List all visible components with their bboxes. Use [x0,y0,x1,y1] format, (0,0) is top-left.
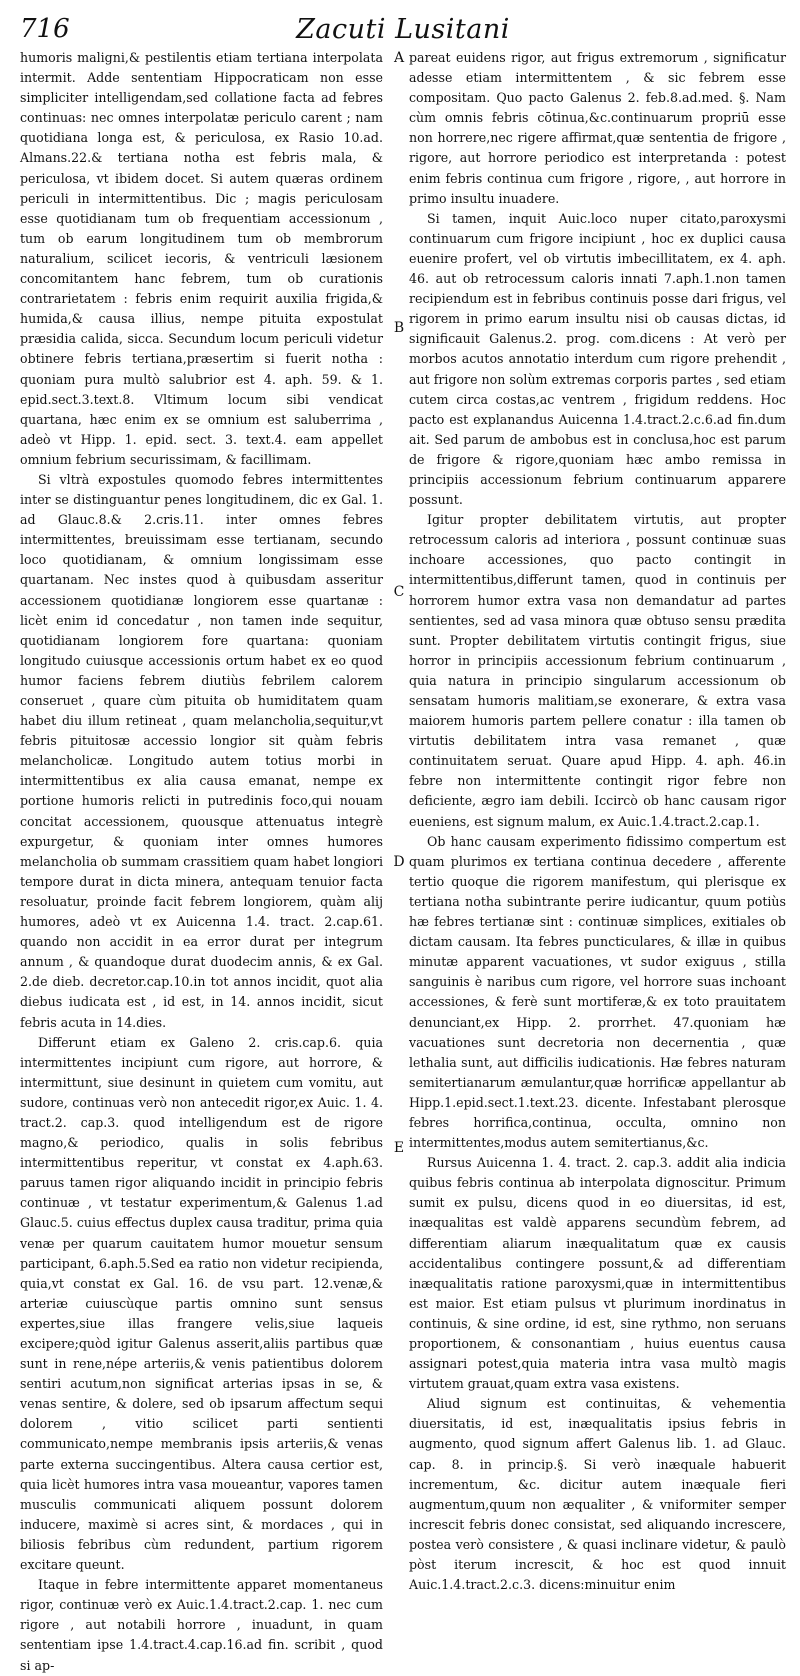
paragraph: Aliud signum est continuitas, & vehementia diuersitatis, id est, inæqualitatis ipsius febris in augmento, quod signum affert Galenus lib. 1. ad Glauc. cap. 8. in princip.§. Si verò inæquale habuerit incrementum, &c. dicitur autem inæquale fieri augmentum,quum non æqualiter , & vniformiter semper increscit febris donec consistat, sed aliquando increscere, postea verò consistere , & quasi inclinare videtur, & paulò pòst iterum increscit, & hoc est quod innuit Auic.1.4.tract.2.c.3. dicens:minuitur enim [409,1396,786,1593]
margin-letter: A [393,50,405,66]
paragraph: pareat euidens rigor, aut frigus extremorum , significatur adesse etiam intermittentem , & sic febrem esse compositam. Quo pacto Galenus 2. feb.8.ad.med. §. Nam cùm omnis febris cōtinua,&c.continuarum propriū esse non horrere,nec rigere affirmat,quæ sententia de frigore , rigore, aut horrore periodico est interpretanda : potest enim febris continua cum frigore , rigore, , aut horrore in primo insultu inuadere. [409,50,786,206]
margin-letter: B [393,320,405,336]
margin-letter: D [393,854,405,870]
paragraph: Igitur propter debilitatem virtutis, aut propter retrocessum caloris ad interiora , possunt continuæ suas inchoare accessiones, quo pacto contingit in intermittentibus,differunt tamen, quod in continuis per horrorem humor extra vasa non demandatur ad partes sentientes, sed ad vasa minora quæ obtuso sensu prædita sunt. Propter debilitatem virtutis contingit frigus, siue horror in principiis accessionum febrium continuarum , quia natura in principio singularum accessionum ob sensatam humoris malitiam,se exonerare, & extra vasa maiorem humoris partem pellere conatur : illa tamen ob virtutis debilitatem intra vasa remanet , quæ continuitatem seruat. Quare apud Hipp. 4. aph. 46.in febre non intermittente contingit rigor febre non deficiente, ægro iam debili. Iccircò ob hanc causam rigor eueniens, est signum malum, ex Auic.1.4.tract.2.cap.1. [409,512,786,829]
page-number: 716 [20,14,70,44]
paragraph: Si vltrà expostules quomodo febres intermittentes inter se distinguantur penes longitudinem, dic ex Gal. 1. ad Glauc.8.& 2.cris.11. inter omnes febres intermittentes, breuissimam esse tertianam, secundo loco quotidianam, & omnium longissimam esse quartanam. Nec instes quod à quibusdam asseritur accessionem quotidianæ longiorem esse quartanæ : licèt enim id concedatur , non tamen inde sequitur, quotidianam longiorem fore quartana: quoniam longitudo cuiusque accessionis ortum habet ex eo quod humor faciens febrem diutiùs febrilem calorem conseruet , quare cùm pituita ob humiditatem quam habet diu illum retineat , quam melancholia,sequitur,vt febris pituitosæ accessio longior sit quàm febris melancholicæ. Longitudo autem totius morbi in intermittentibus ex alia causa emanat, nempe ex portione humoris relicti in putredinis foco,qui nouam concitat accessionem, quousque attenuatus integrè expurgetur, & quoniam inter omnes humores melancholia ob summam crassitiem quam habet longiori tempore durat in dicta minera, antequam tenuior facta resoluatur, proinde facit febrem longiorem, quàm alij humores, adeò vt ex Auicenna 1.4. tract. 2.cap.61. quando non accidit in ea error durat per integrum annum , & quandoque durat duodecim annis, & ex Gal. 2.de dieb. decretor.cap.10.in tot annos incidit, quot alia diebus iudicata est , id est, in 14. annos incidit, sicut febris acuta in 14.dies. [20,471,383,1030]
text-columns [20,48,786,1673]
margin-letter: C [393,584,405,600]
page-header [20,8,786,48]
paragraph: Rursus Auicenna 1. 4. tract. 2. cap.3. addit alia indicia quibus febris continua ab interpolata dignoscitur. Primum sumit ex pulsu, dicens quod in eo diuersitas, id est, inæqualitas est valdè apparens secundùm febrem, ad differentiam aliarum inæqualitatum quæ ex causis accidentalibus contingere possunt,& ad differentiam inæqualitatis ratione paroxysmi,quæ in intermittentibus est maior. Est etiam pulsus vt plurimum inordinatus in continuis, & sine ordine, id est, sine rythmo, non seruans proportionem, & consonantiam , huius euentus causa assignari potest,quia materia intra vasa multò magis virtutem grauat,quam extra vasa existens. [409,1155,786,1392]
paragraph: Itaque in febre intermittente apparet momentaneus rigor, continuæ verò ex Auic.1.4.tract.2.cap. 1. nec cum rigore , aut notabili horrore , inuadunt, in quam sententiam ipse 1.4.tract.4.cap.16.ad fin. scribit , quod si ap- [20,1577,383,1673]
left-column [20,48,393,1673]
paragraph: humoris maligni,& pestilentis etiam tertiana interpolata intermit. Adde sententiam Hippocraticam non esse simpliciter intelligendam,sed collatione facta ad febres continuas: nec omnes interpolatæ periculo carent ; nam quotidiana longa est, & periculosa, ex Rasio 10.ad. Almans.22.& tertiana notha est febris mala, & periculosa, vt ibidem docet. Si autem quæras ordinem periculi in intermittentibus. Dic ; magis periculosam esse quotidianam tum ob frequentiam accessionum , tum ob earum longitudinem tum ob membrorum naturalium, scilicet iecoris, & ventriculi læsionem concomitantem hanc febrem, tum ob curationis contrarietatem : febris enim requirit auxilia frigida,& humida,& causa illius, nempe pituita expostulat præsidia calida, sicca. Secundum locum periculi videtur obtinere febris tertiana,præsertim si fuerit notha : quoniam pura multò salubrior est 4. aph. 59. & 1. epid.sect.3.text.8. Vltimum locum sibi vendicat quartana, hæc enim ex se omnium est saluberrima , adeò vt Hipp. 1. epid. sect. 3. text.4. eam appellet omnium febrium securissimam, & facillimam. [20,50,383,467]
margin-letter: E [393,1140,405,1156]
paragraph: Differunt etiam ex Galeno 2. cris.cap.6. quia intermittentes incipiunt cum rigore, aut horrore, & intermittunt, siue desinunt in quietem cum vomitu, aut sudore, continuas verò non antecedit rigor,ex Auic. 1. 4. tract.2. cap.3. quod intelligendum est de rigore magno,& periodico, qualis in solis febribus intermittentibus reperitur, vt constat ex 4.aph.63. paruus tamen rigor aliquando incidit in principio febris continuæ , vt testatur experimentum,& Galenus 1.ad Glauc.5. cuius effectus duplex causa traditur, prima quia venæ per quarum cauitatem humor mouetur sensum participant, 6.aph.5.Sed ea ratio non videtur recipienda, quia,vt constat ex Gal. 16. de vsu part. 12.venæ,& arteriæ cuiuscùque partis omnino sunt sensus expertes,siue illas frangere velis,siue laqueis excipere;quòd igitur Galenus asserit,aliis partibus quæ sunt in rene,népe arteriis,& venis patientibus dolorem sentiri acutum,non significat arterias ipsas in se, & venas sentire, & dolere, sed ob ipsarum affectum sequi dolorem , vitio scilicet parti sentienti communicato,nempe membranis ipsis arteriis,& venas parte externa succingentibus. Altera causa certior est, quia licèt humores intra vasa moueantur, vapores tamen musculis communicati aliquem possunt dolorem inducere, maximè si acres sint, & mordaces , qui in biliosis febribus cùm redundent, partium rigorem excitare queunt. [20,1034,383,1573]
right-column [393,48,786,1593]
running-head: Zacuti Lusitani [296,14,510,45]
paragraph: Ob hanc causam experimento fidissimo compertum est quam plurimos ex tertiana continua decedere , afferente tertio quoque die rigorem manifestum, qui plerisque ex tertiana notha subintrante perire iudicantur, quum potiùs hæ febres tertianæ sint : continuæ simplices, exitiales ob dictam causam. Ita febres puncticulares, & illæ in quibus minutæ apparent vacuationes, vt sudor exiguus , stilla sanguinis è naribus cum rigore, vel horrore suas inchoant accessiones, & ferè sunt mortiferæ,& ex toto prauitatem denunciant,ex Hipp. 2. prorrhet. 47.quoniam hæ vacuationes sunt decretoria non decernentia , quæ lethalia sunt, aut difficilis iudicationis. Hæ febres naturam semitertianarum æmulantur,quæ horrificæ appellantur ab Hipp.1.epid.sect.1.text.23. dicente. Infestabant plerosque febres horrifica,continua, occulta, omnino non intermittentes,modus autem semitertianus,&c. [409,833,786,1151]
paragraph: Si tamen, inquit Auic.loco nuper citato,paroxysmi continuarum cum frigore incipiunt , hoc ex duplici causa euenire profert, vel ob virtutis imbecillitatem, ex 4. aph. 46. aut ob retrocessum caloris innati 7.aph.1.non tamen recipiendum est in febribus continuis posse dari frigus, vel rigorem in primo earum insultu nisi ob causas dictas, id significauit Galenus.2. prog. com.dicens : At verò per morbos acutos annotatio interdum cum rigore prehendit , aut frigore non solùm extremas corporis partes , sed etiam cutem circa costas,ac ventrem , frigidum reddens. Hoc pacto est explanandus Auicenna 1.4.tract.2.c.6.ad fin.dum ait. Sed parum de ambobus est in conclusa,hoc est parum de frigore & rigore,quoniam hæc ambo remissa in principiis accessionum febrium continuarum apparere possunt. [409,210,786,508]
